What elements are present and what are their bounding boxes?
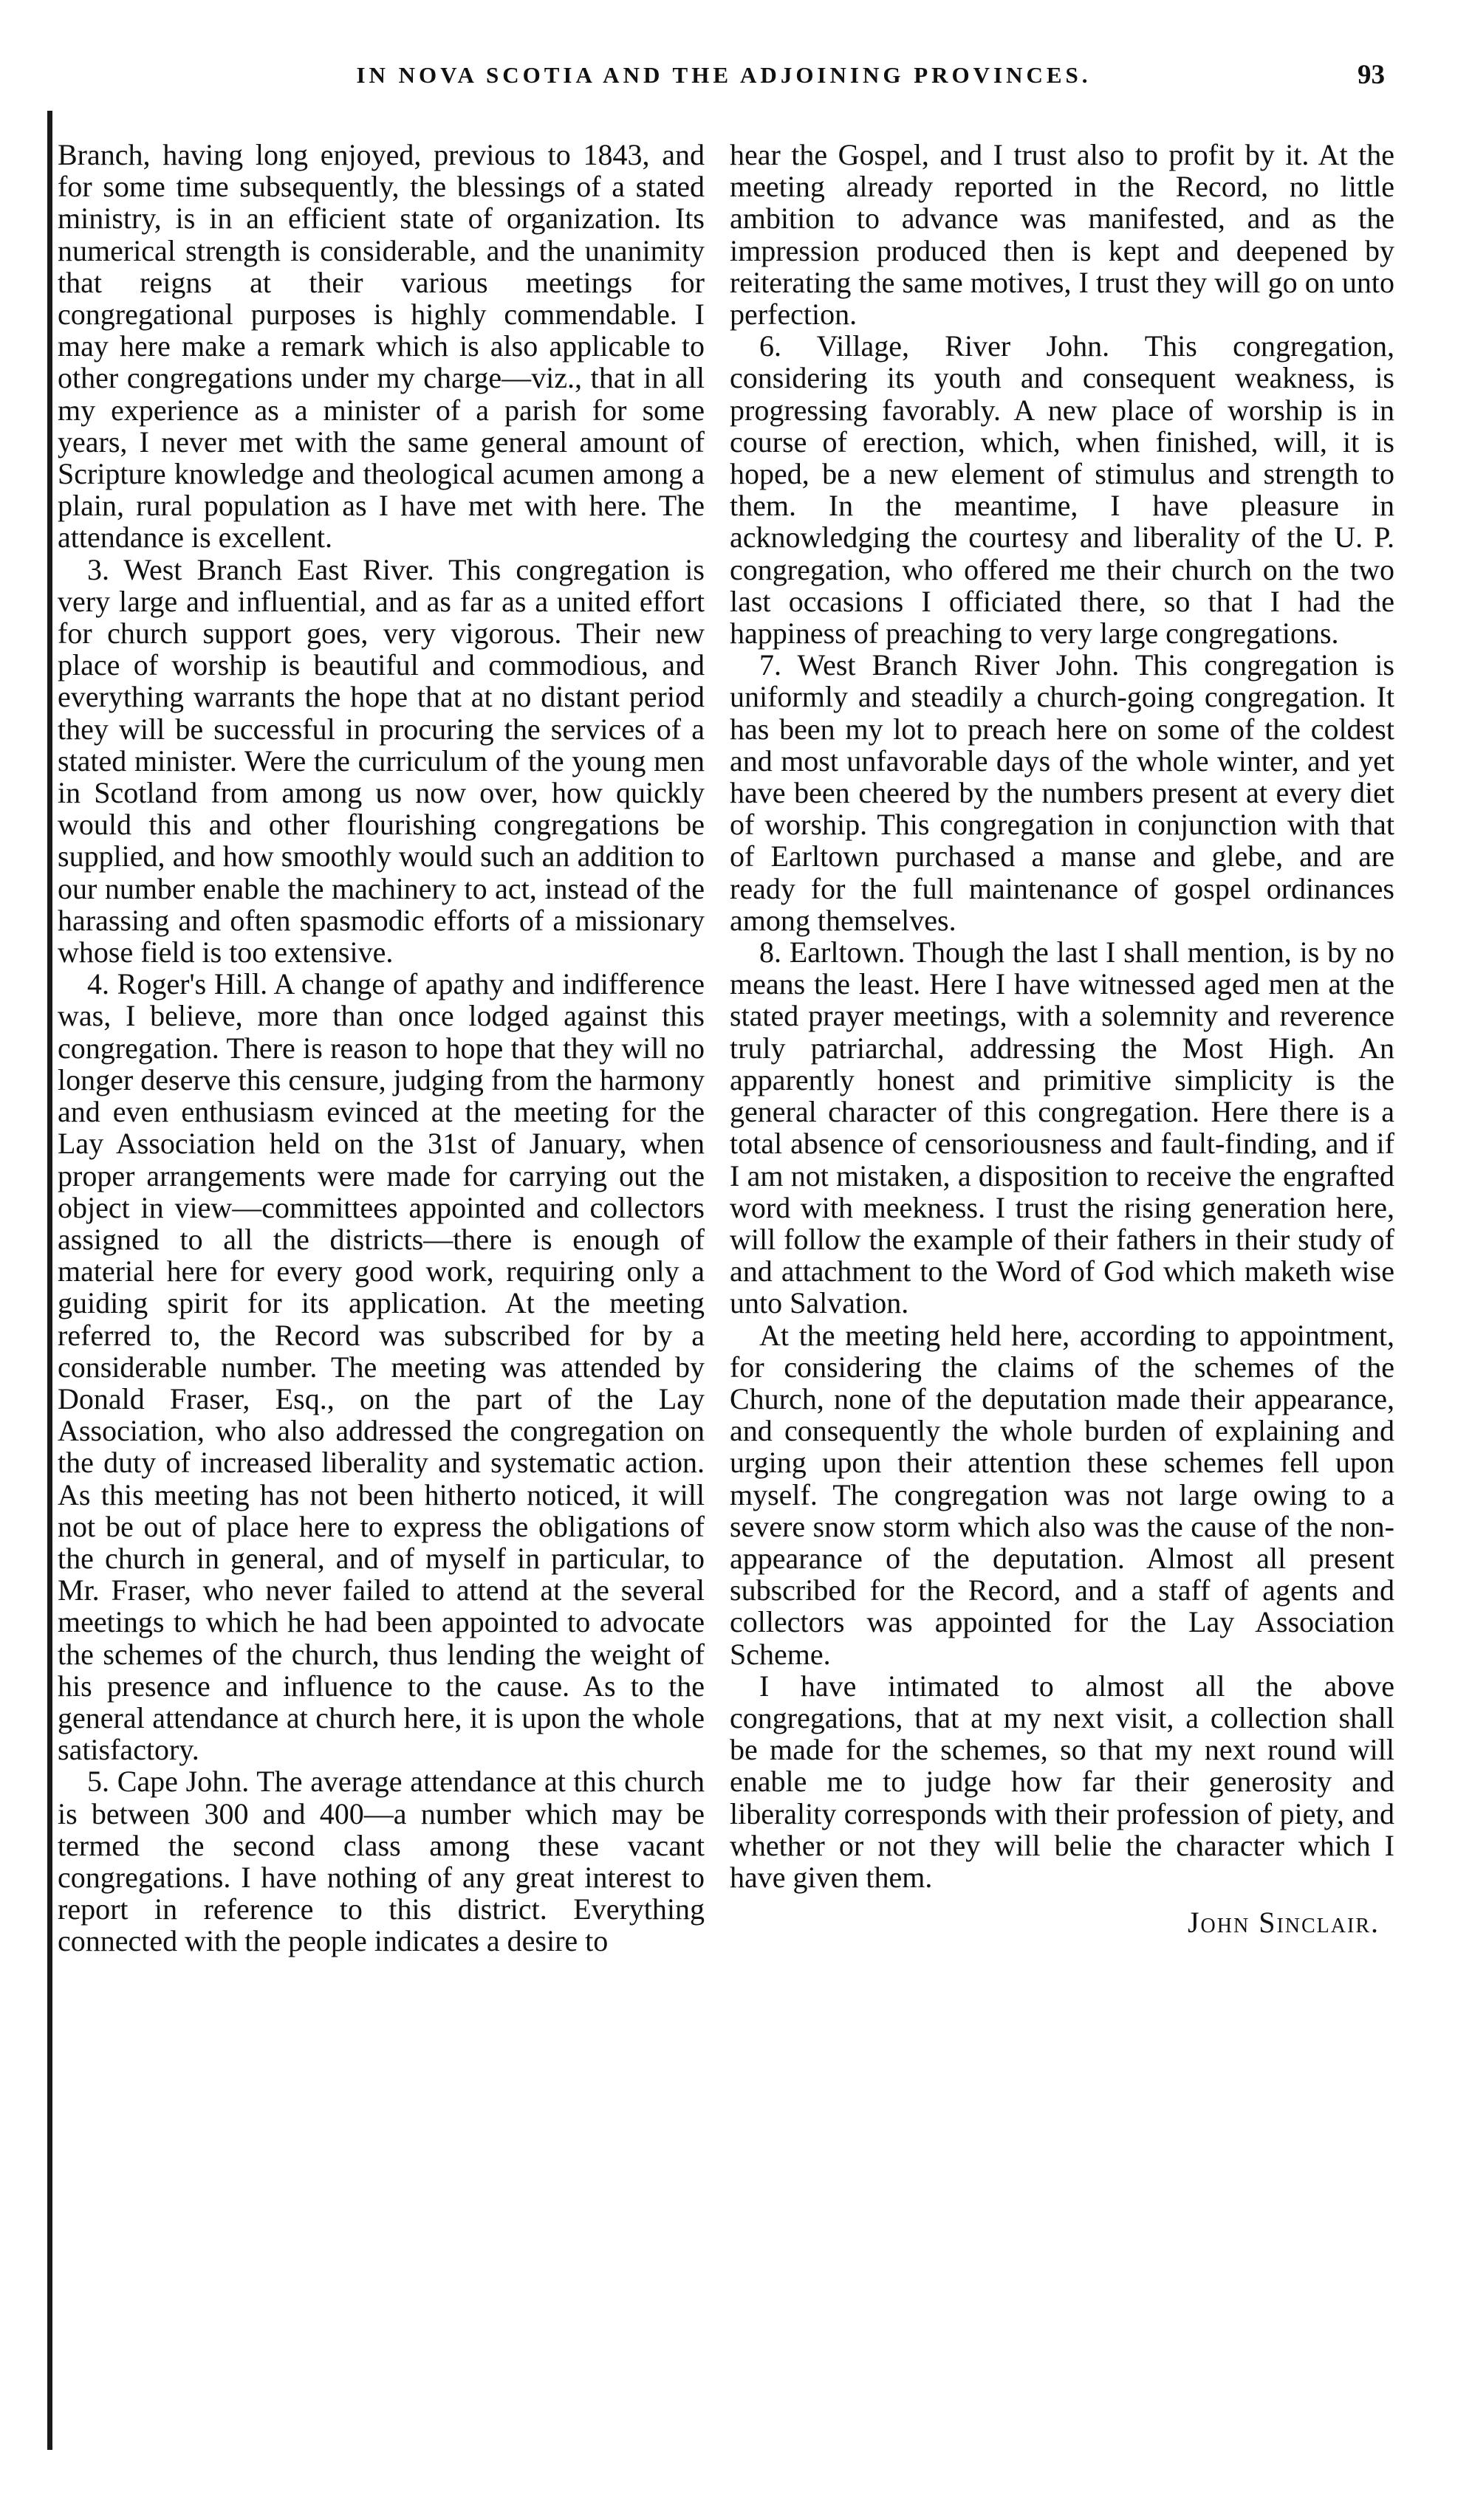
paragraph-continued: hear the Gospel, and I trust also to profit by it. At the meeting already reported in the Record, no little ambition to advance was manifested, and as the impression produced then is kept and deepened by reiterating the same motives, I trust they will go on unto perfection. bbox=[730, 138, 1394, 332]
paragraph-meeting: At the meeting held here, according to appointment, for considering the claims of the schemes of the Church, none of the deputation made their appearance, and consequently the whole burden of explaining and urging upon their attention these schemes fell upon myself. The congregation was not large owing to a severe snow storm which also was the cause of the non-appearance of the deputation. Almost all present subscribed for the Record, and a staff of agents and collectors was appointed for the Lay Association Scheme. bbox=[730, 1318, 1394, 1671]
right-column bbox=[730, 139, 1394, 1938]
paragraph-village-river-john: 6. Village, River John. This congregation, considering its youth and consequent weakness, is progressing favorably. A new place of worship is in course of erection, which, when finished, will, it is hoped, be a new element of stimulus and strength to them. In the meantime, I have pleasure in acknowledging the courtesy and liberality of the U. P. congregation, who offered me their church on the two last occasions I officiated there, so that I had the happiness of preaching to very large congregations. bbox=[730, 329, 1394, 650]
signature: John Sinclair. bbox=[1187, 1906, 1380, 1940]
column-rule bbox=[47, 111, 52, 2450]
page-number: 93 bbox=[1358, 60, 1385, 90]
paragraph-rogers-hill: 4. Roger's Hill. A change of apathy and indifference was, I believe, more than once lodged against this congregation. There is reason to hope that they will no longer deserve this censure, judging from the harmony and even enthusiasm evinced at the meeting for the Lay Association held on the 31st of January, when proper arrangements were made for carrying out the object in view—committees appointed and collectors assigned to all the districts—there is enough of material here for every good work, requiring only a guiding spirit for its application. At the meeting referred to, the Record was subscribed for by a considerable number. The meeting was attended by Donald Fraser, Esq., on the part of the Lay Association, who also addressed the congregation on the duty of increased liberality and systematic action. As this meeting has not been hitherto noticed, it will not be out of place here to express the obligations of the church in general, and of myself in particular, to Mr. Fraser, who never failed to attend at the several meetings to which he had been appointed to advocate the schemes of the church, thus lending the weight of his presence and influence to the cause. As to the general attendance at church here, it is upon the whole satisfactory. bbox=[58, 967, 705, 1767]
paragraph-branch: Branch, having long enjoyed, previous to 1843, and for some time subsequently, the blessings of a stated ministry, is in an efficient state of organization. Its numerical strength is considerable, and the unanimity that reigns at their various meetings for congregational purposes is highly commendable. I may here make a remark which is also applicable to other congregations under my charge—viz., that in all my experience as a minister of a parish for some years, I never met with the same general amount of Scripture knowledge and theological acumen among a plain, rural population as I have met with here. The attendance is excellent. bbox=[58, 138, 705, 555]
paragraph-cape-john: 5. Cape John. The average attendance at this church is between 300 and 400—a number which may be termed the second class among these vacant congregations. I have nothing of any great interest to report in reference to this district. Everything connected with the people indicates a desire to bbox=[58, 1765, 705, 1958]
paragraph-intimated: I have intimated to almost all the above congregations, that at my next visit, a collection shall be made for the schemes, so that my next round will enable me to judge how far their generosity and liberality corresponds with their profession of piety, and whether or not they will belie the character which I have given them. bbox=[730, 1669, 1394, 1894]
running-head: IN NOVA SCOTIA AND THE ADJOINING PROVINCES. bbox=[356, 62, 1092, 88]
left-column bbox=[58, 139, 705, 1957]
paragraph-west-branch-river-john: 7. West Branch River John. This congregation is uniformly and steadily a church-going congregation. It has been my lot to preach here on some of the coldest and most unfavorable days of the whole winter, and yet have been cheered by the numbers present at every diet of worship. This congregation in conjunction with that of Earltown purchased a manse and glebe, and are ready for the full maintenance of gospel ordinances among themselves. bbox=[730, 648, 1394, 937]
paragraph-west-branch-east-river: 3. West Branch East River. This congregation is very large and influential, and as far as a united effort for church support goes, very vigorous. Their new place of worship is beautiful and commodious, and everything warrants the hope that at no distant period they will be successful in procuring the services of a stated minister. Were the curriculum of the young men in Scotland from among us now over, how quickly would this and other flourishing congregations be supplied, and how smoothly would such an addition to our number enable the machinery to act, instead of the harassing and often spasmodic efforts of a missionary whose field is too extensive. bbox=[58, 552, 705, 969]
paragraph-earltown: 8. Earltown. Though the last I shall mention, is by no means the least. Here I have witnessed aged men at the stated prayer meetings, with a solemnity and reverence truly patriarchal, addressing the Most High. An apparently honest and primitive simplicity is the general character of this congregation. Here there is a total absence of censoriousness and fault-finding, and if I am not mistaken, a disposition to receive the engrafted word with meekness. I trust the rising generation here, will follow the example of their fathers in their study of and attachment to the Word of God which maketh wise unto Salvation. bbox=[730, 935, 1394, 1320]
